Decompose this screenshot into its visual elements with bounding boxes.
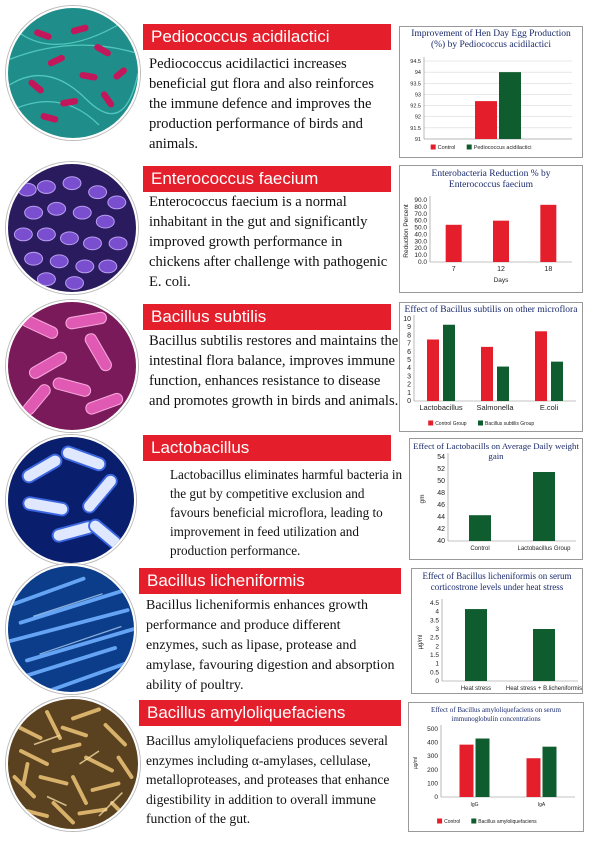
chart-weight-gain xyxy=(409,438,583,560)
y-tick-label: 93 xyxy=(414,92,421,99)
category-label: Lactobacillus Group xyxy=(517,546,571,552)
bar xyxy=(446,225,462,262)
y-tick-label: 93.5 xyxy=(410,81,421,88)
section-pediococcus xyxy=(0,0,595,160)
purple-cocci-micrograph-icon xyxy=(6,162,138,294)
y-tick-label: 10 xyxy=(403,316,411,323)
y-tick-label: 92.5 xyxy=(410,103,421,110)
legend-label: Pediococcus acidilactici xyxy=(473,145,532,151)
y-tick-label: 1.5 xyxy=(429,652,439,659)
bar xyxy=(481,347,493,401)
section-description: Pediococcus acidilactici increases beneficial gut flora and also reinforces the immune defence and improves the production performance of birds and animals. xyxy=(149,56,374,152)
chart-title: Effect of Bacillus subtilis on other microflora xyxy=(404,305,578,315)
y-tick-label: 80.0 xyxy=(414,203,427,211)
y-tick-label: 100 xyxy=(427,780,438,788)
y-tick-label: 6 xyxy=(407,348,411,356)
bar xyxy=(499,72,521,139)
y-tick-label: 91.5 xyxy=(410,125,421,132)
y-tick-label: 94 xyxy=(414,70,421,77)
y-tick-label: 2 xyxy=(435,643,439,651)
teal-bacteria-micrograph-icon xyxy=(6,6,140,140)
y-tick-label: 300 xyxy=(427,753,438,761)
y-tick-label: 20.0 xyxy=(414,245,427,253)
y-tick-label: 1 xyxy=(407,389,411,397)
y-tick-label: 7 xyxy=(407,340,411,348)
y-tick-label: 4.5 xyxy=(429,600,439,607)
y-tick-label: 200 xyxy=(427,766,438,774)
bar xyxy=(476,739,490,797)
y-tick-label: 4 xyxy=(407,365,411,373)
y-tick-label: 0 xyxy=(435,678,439,685)
y-tick-label: 90.0 xyxy=(414,197,427,204)
y-tick-label: 50.0 xyxy=(414,224,427,232)
y-axis-label: Reduction Percent xyxy=(403,204,410,258)
y-tick-label: 3 xyxy=(407,373,411,381)
blue-filaments-micrograph-icon xyxy=(6,564,136,694)
section-lactobacillus xyxy=(0,435,595,560)
section-description: Bacillus licheniformis enhances growth performance and produce different enzymes, such as lipase, protease and amylase, favouring digestion and absorption ability of poultry. xyxy=(146,598,395,693)
chart-title: Improvement of Hen Day Egg Production (%) by Pediococcus acidilactici xyxy=(411,29,571,50)
section-enterococcus xyxy=(0,160,595,300)
section-bacillus-amyloliquefaciens xyxy=(0,695,595,842)
y-tick-label: 40 xyxy=(437,538,445,545)
y-tick-label: 3.5 xyxy=(429,617,439,625)
y-tick-label: 46 xyxy=(437,502,445,509)
y-tick-label: 400 xyxy=(427,739,438,747)
y-tick-label: 0.5 xyxy=(429,669,439,677)
bar xyxy=(540,205,556,262)
legend-label: Control xyxy=(437,145,456,151)
x-axis-label: Days xyxy=(493,277,509,284)
y-axis-label: µg/ml xyxy=(413,756,419,770)
y-tick-label: 500 xyxy=(427,726,438,733)
y-tick-label: 0 xyxy=(434,794,438,801)
y-axis-label: µg/ml xyxy=(418,634,424,650)
legend-swatch xyxy=(437,819,442,824)
bar xyxy=(535,331,547,401)
y-tick-label: 5 xyxy=(407,357,411,364)
bar xyxy=(533,629,555,681)
section-title: Bacillus amyloliquefaciens xyxy=(139,700,401,726)
y-tick-label: 44 xyxy=(437,514,445,521)
legend-swatch xyxy=(467,145,472,150)
legend-swatch xyxy=(431,145,436,150)
category-label: IgG xyxy=(470,802,479,808)
bar xyxy=(469,515,491,541)
category-label: Control xyxy=(470,546,490,552)
bar xyxy=(427,340,439,402)
y-tick-label: 2.5 xyxy=(429,634,439,642)
section-description: Bacillus subtilis restores and maintains the intestinal flora balance, improves immune function, enhances resistance to disease and promotes growth in birds and animals. xyxy=(149,333,399,409)
section-title: Bacillus subtilis xyxy=(143,304,391,330)
y-tick-label: 10.0 xyxy=(414,252,427,260)
chart-egg-production xyxy=(399,26,583,158)
section-bacillus-licheniformis xyxy=(0,560,595,695)
category-label: IgA xyxy=(537,802,546,808)
section-description: Lactobacillus eliminates harmful bacteria in the gut by competitive exclusion and favours beneficial microflora, leading to improvement in feed utilization and production performance. xyxy=(170,467,403,558)
bar xyxy=(543,747,557,797)
bar xyxy=(497,367,509,401)
legend-swatch xyxy=(471,819,476,824)
legend-swatch xyxy=(428,421,433,426)
chart-immunoglobulin xyxy=(408,702,584,832)
y-tick-label: 91 xyxy=(414,137,421,143)
legend-label: Control Group xyxy=(435,421,467,427)
y-tick-label: 94.5 xyxy=(410,59,421,65)
legend-swatch xyxy=(478,421,483,426)
category-label: Heat stress + B.licheniformis xyxy=(505,686,582,692)
y-tick-label: 0.0 xyxy=(417,259,427,266)
section-title: Bacillus licheniformis xyxy=(139,568,401,594)
y-tick-label: 52 xyxy=(437,466,445,473)
chart-title: Enterobacteria Reduction % by Enterococcus faecium xyxy=(431,169,551,190)
bar xyxy=(551,362,563,401)
legend-label: Bacillus subtilis Group xyxy=(485,421,535,427)
y-tick-label: 48 xyxy=(437,490,445,497)
chart-microflora xyxy=(399,302,583,432)
legend-label: Bacillus amyloliquefaciens xyxy=(478,819,537,825)
chart-corticostrone xyxy=(411,568,583,694)
golden-rods-micrograph-icon xyxy=(6,697,140,831)
section-title: Enterococcus faecium xyxy=(143,166,391,192)
section-bacillus-subtilis xyxy=(0,300,595,435)
blue-rods-micrograph-icon xyxy=(6,435,136,565)
y-tick-label: 70.0 xyxy=(414,210,427,218)
y-tick-label: 42 xyxy=(437,526,445,533)
bar xyxy=(527,758,541,797)
y-tick-label: 0 xyxy=(407,398,411,405)
section-description: Enterococcus faecium is a normal inhabitant in the gut and significantly improved growth performance in chickens after challenge with pathogenic E. coli. xyxy=(149,194,388,290)
category-label: Heat stress xyxy=(460,686,492,692)
bar xyxy=(533,472,555,541)
y-tick-label: 3 xyxy=(435,626,439,633)
category-label: 7 xyxy=(451,266,456,273)
bar xyxy=(443,325,455,401)
y-tick-label: 60.0 xyxy=(414,217,427,225)
bar xyxy=(460,745,474,797)
y-tick-label: 2 xyxy=(407,381,411,389)
chart-enterobacteria xyxy=(399,165,583,293)
y-tick-label: 92 xyxy=(414,114,421,121)
y-tick-label: 30.0 xyxy=(414,238,427,246)
category-label: Lactobacillus xyxy=(419,403,463,412)
bar xyxy=(493,221,509,262)
pink-rods-micrograph-icon xyxy=(6,300,138,432)
category-label: 18 xyxy=(544,266,553,273)
legend-label: Control xyxy=(444,819,461,825)
chart-title: Effect of Bacillus licheniformis on serum corticostrone levels under heat stress xyxy=(422,571,572,592)
y-tick-label: 4 xyxy=(435,608,439,616)
category-label: Salmonella xyxy=(476,403,514,412)
y-tick-label: 9 xyxy=(407,324,411,332)
bar xyxy=(475,101,497,139)
category-label: E.coli xyxy=(539,403,559,412)
chart-title: Effect of Lactobacills on Average Daily weight gain xyxy=(413,441,579,461)
y-tick-label: 1 xyxy=(435,660,439,668)
bar xyxy=(465,609,487,681)
chart-title: Effect of Bacillus amyloliquefaciens on serum immunoglobulin concentrations xyxy=(431,706,561,723)
y-tick-label: 50 xyxy=(437,478,445,485)
section-description: Bacillus amyloliquefaciens produces several enzymes including α-amylases, cellulase, metalloproteases, and proteases that enhance digestibility in addition to overall immune function of the gut. xyxy=(146,733,390,826)
category-label: 12 xyxy=(497,266,505,273)
y-tick-label: 54 xyxy=(437,454,445,461)
y-tick-label: 40.0 xyxy=(414,231,427,239)
y-tick-label: 8 xyxy=(407,332,411,340)
section-title: Lactobacillus xyxy=(143,435,391,461)
y-axis-label: gm xyxy=(419,494,426,504)
section-title: Pediococcus acidilactici xyxy=(143,24,391,50)
